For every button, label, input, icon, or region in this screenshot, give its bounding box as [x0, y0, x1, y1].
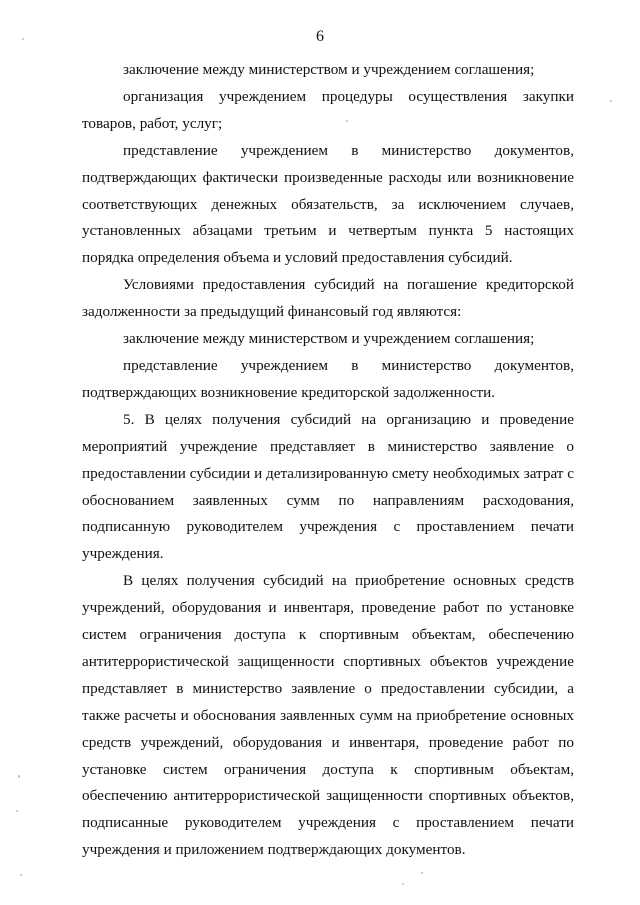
paragraph: Условиями предоставления субсидий на погашение кредиторской задолженности за предыдущий финансовый год являются: [82, 276, 574, 321]
scan-speck [20, 874, 22, 876]
paragraph: заключение между министерством и учреждением соглашения; [123, 330, 535, 348]
paragraph: заключение между министерством и учреждением соглашения; [123, 61, 535, 78]
scan-speck [610, 100, 612, 102]
paragraph: 5. В целях получения субсидий на организацию и проведение мероприятий учреждение представляет в министерство заявление о предоставлении субсидии и детализированную смету необходимых затрат с обоснованием заявленных сумм по направлениям расходования, подписанную руководителем учреждения с проставлением печати учреждения. [82, 410, 574, 563]
scan-speck [346, 120, 348, 122]
paragraph: В целях получения субсидий на приобретение основных средств учреждений, оборудования и инвентаря, проведение работ по установке систем ограничения доступа к спортивным объектам, обеспечению антитеррористической защищенности спортивных объектов учреждение представляет в министерство заявление о предоставлении субсидии, а также расчеты и обоснования заявленных сумм на приобретение основных средств учреждений, оборудования и инвентаря, проведение работ по установке систем ограничения доступа к спортивным объектам, обеспечению антитеррористической защищенности спортивных объектов, подписанные руководителем учреждения с проставлением печати учреждения и приложением подтверждающих документов. [82, 572, 574, 859]
paragraph: представление учреждением в министерство документов, подтверждающих фактически произведенные расходы или возникновение соответствующих денежных обязательств, за исключением случаев, установленных абзацами третьим и четвертым пункта 5 настоящих порядка определения объема и условий предоставления субсидий. [82, 141, 574, 267]
paragraph: представление учреждением в министерство документов, подтверждающих возникновение кредиторской задолженности. [82, 356, 574, 401]
document-body [82, 57, 574, 864]
scan-speck [402, 883, 404, 885]
page-number: 6 [316, 28, 324, 45]
scan-speck [18, 775, 20, 778]
scan-speck [16, 810, 18, 812]
paragraph: организация учреждением процедуры осуществления закупки товаров, работ, услуг; [82, 87, 574, 132]
scan-speck [421, 872, 423, 874]
scan-speck [22, 38, 24, 40]
